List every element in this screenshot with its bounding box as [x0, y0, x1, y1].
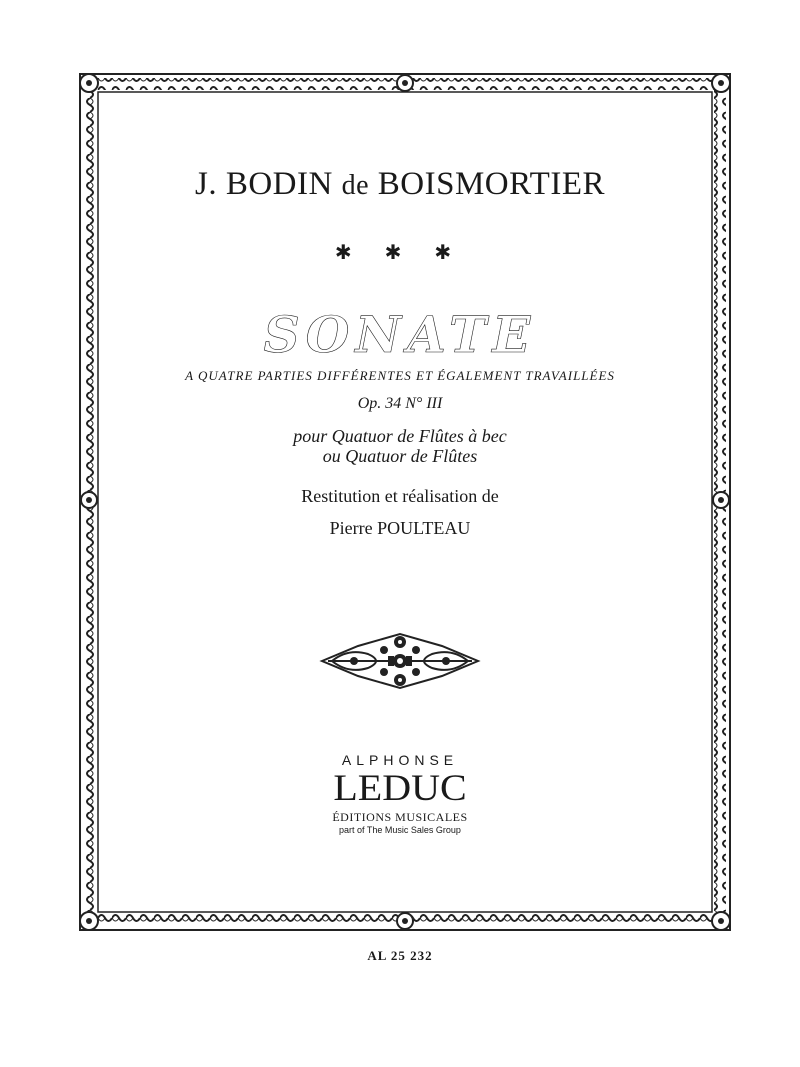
- publisher-logo-top: ALPHONSE: [341, 752, 459, 768]
- star-ornaments-icon: ✱ ✱ ✱: [334, 242, 466, 264]
- composer-initial-name: J. BODIN: [195, 166, 333, 202]
- credit-line: Restitution et réalisation de: [301, 486, 499, 506]
- composer-particle: de: [341, 170, 370, 201]
- composer-surname: BOISMORTIER: [377, 166, 605, 202]
- catalog-number: AL 25 232: [367, 948, 433, 963]
- instrumentation-line-1: pour Quatuor de Flûtes à bec: [293, 426, 507, 446]
- arranger-first-name: Pierre: [329, 518, 373, 538]
- publisher-editions: ÉDITIONS MUSICALES: [332, 810, 468, 824]
- arranger-name: [0, 518, 800, 539]
- instrumentation-line-2: ou Quatuor de Flûtes: [322, 446, 478, 466]
- composer-name: [0, 166, 800, 203]
- opus-number: Op. 34 N° III: [357, 395, 443, 412]
- publisher-logo-name: LEDUC: [333, 766, 467, 809]
- work-title: SONATE: [263, 305, 537, 364]
- arranger-last-name: POULTEAU: [377, 518, 471, 538]
- publisher-group: part of The Music Sales Group: [339, 825, 461, 835]
- work-subtitle: A QUATRE PARTIES DIFFÉRENTES ET ÉGALEMENT TRAVAILLÉES: [185, 368, 615, 383]
- floral-ornament-icon: [318, 628, 482, 694]
